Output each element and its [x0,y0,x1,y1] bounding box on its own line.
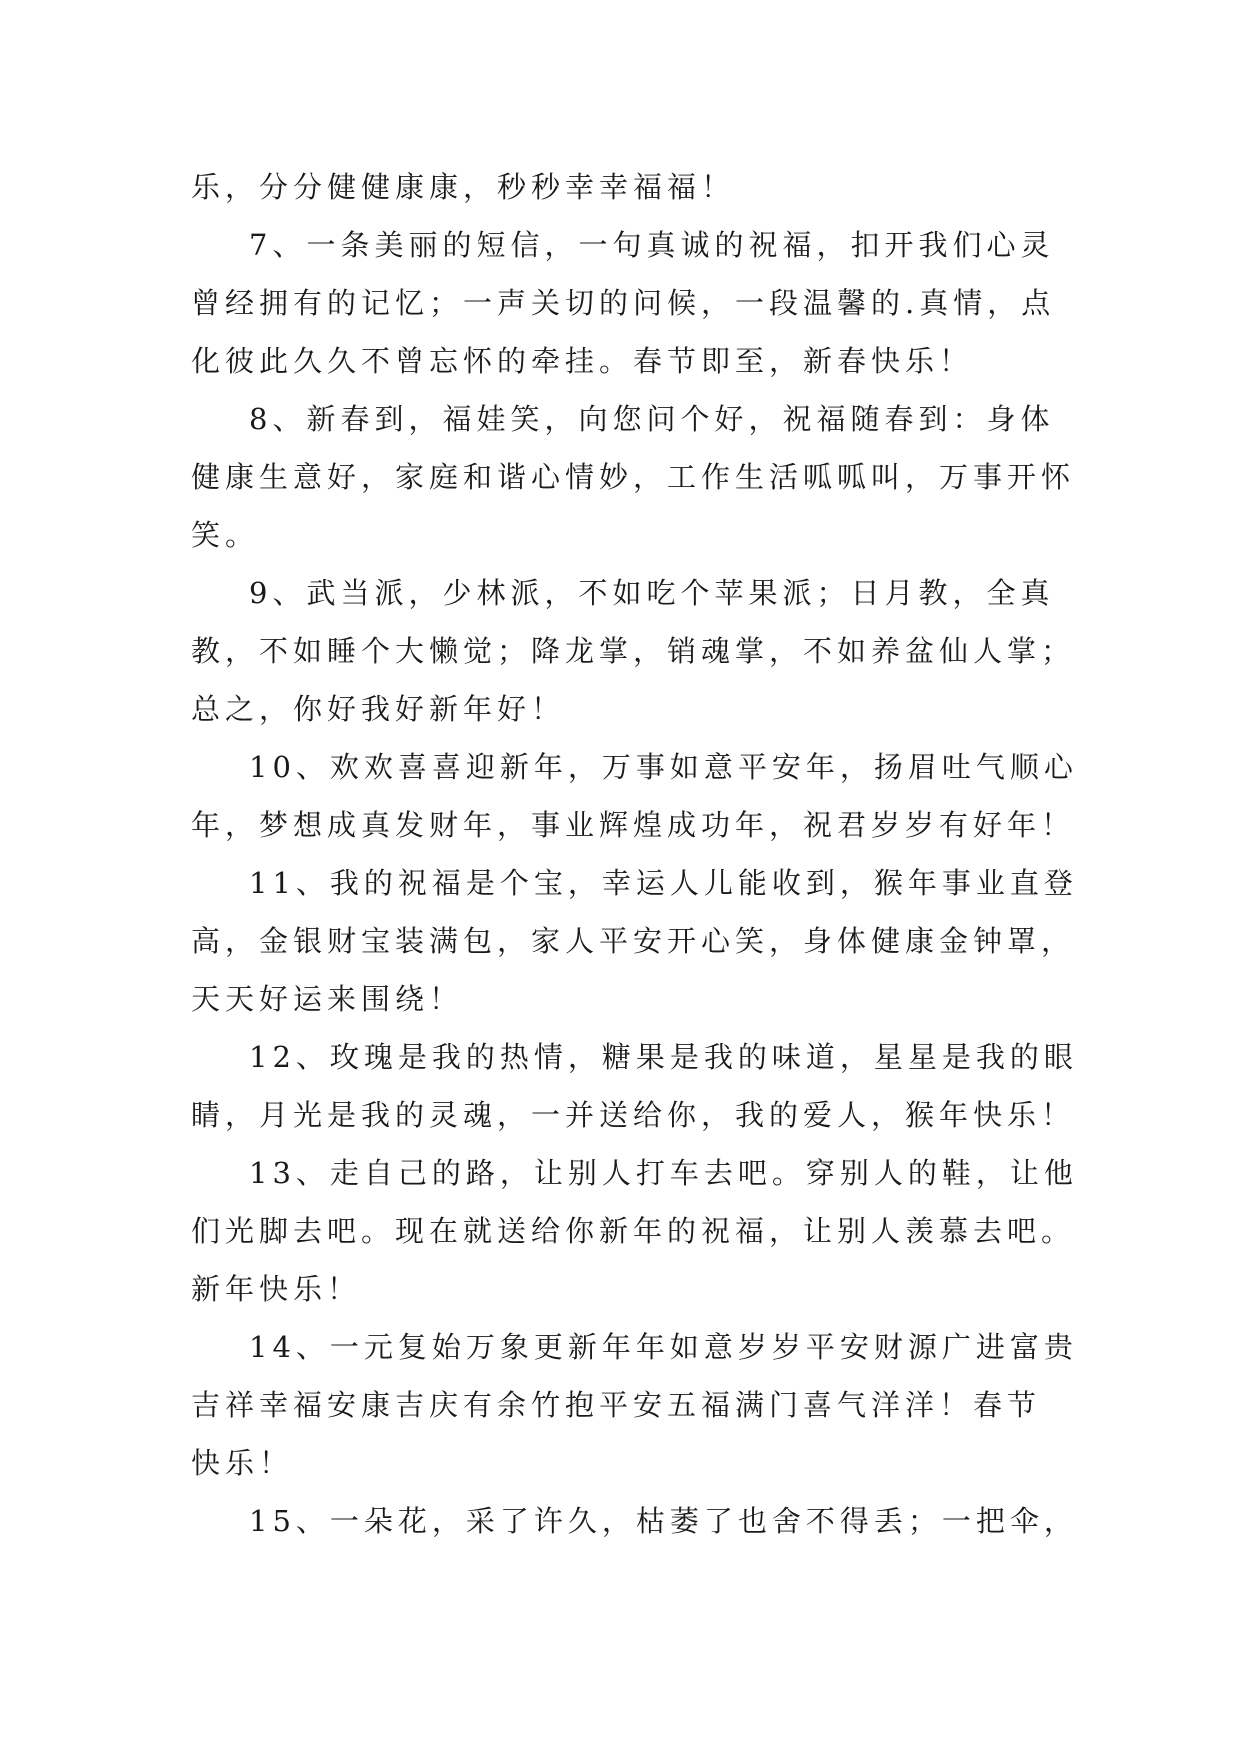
text-line: 高，金银财宝装满包，家人平安开心笑，身体健康金钟罩， [191,924,1076,958]
text-line: 15、一朵花，采了许久，枯萎了也舍不得丢；一把伞， [249,1504,1078,1538]
text-line: 9、武当派，少林派，不如吃个苹果派；日月教，全真 [249,576,1055,610]
text-line: 7、一条美丽的短信，一句真诚的祝福，扣开我们心灵 [249,228,1055,262]
blessing-paragraph [191,1492,1078,1550]
blessing-paragraph [191,854,1078,1028]
text-line: 们光脚去吧。现在就送给你新年的祝福，让别人羡慕去吧。 [191,1214,1076,1248]
blessing-paragraph [191,1318,1078,1492]
text-line: 年，梦想成真发财年，事业辉煌成功年，祝君岁岁有好年！ [191,808,1076,842]
text-line: 笑。 [191,518,260,552]
text-line: 13、走自己的路，让别人打车去吧。穿别人的鞋，让他 [249,1156,1078,1190]
text-line: 12、玫瑰是我的热情，糖果是我的味道，星星是我的眼 [249,1040,1078,1074]
text-line: 曾经拥有的记忆；一声关切的问候，一段温馨的.真情，点 [191,286,1056,320]
text-line: 教，不如睡个大懒觉；降龙掌，销魂掌，不如养盆仙人掌； [191,634,1076,668]
text-line: 14、一元复始万象更新年年如意岁岁平安财源广进富贵 [249,1330,1078,1364]
text-line: 乐，分分健健康康，秒秒幸幸福福！ [191,170,736,204]
text-line: 总之，你好我好新年好！ [191,692,566,726]
blessing-paragraph [191,1028,1078,1144]
text-line: 健康生意好，家庭和谐心情妙，工作生活呱呱叫，万事开怀 [191,460,1076,494]
blessing-paragraph [191,564,1076,738]
blessing-paragraph [191,216,1071,390]
paragraph-continuation [191,158,1071,216]
blessing-paragraph [191,1144,1078,1318]
text-line: 睛，月光是我的灵魂，一并送给你，我的爱人，猴年快乐！ [191,1098,1076,1132]
text-line: 天天好运来围绕！ [191,982,464,1016]
blessing-paragraph [191,390,1076,564]
text-line: 快乐！ [191,1446,294,1480]
text-line: 吉祥幸福安康吉庆有余竹抱平安五福满门喜气洋洋！春节 [191,1388,1042,1422]
text-line: 化彼此久久不曾忘怀的牵挂。春节即至，新春快乐！ [191,344,974,378]
text-line: 11、我的祝福是个宝，幸运人儿能收到，猴年事业直登 [249,866,1078,900]
text-line: 10、欢欢喜喜迎新年，万事如意平安年，扬眉吐气顺心 [249,750,1078,784]
blessing-paragraph [191,738,1078,854]
text-line: 新年快乐！ [191,1272,362,1306]
document-body [191,158,1078,1550]
text-line: 8、新春到，福娃笑，向您问个好，祝福随春到：身体 [249,402,1055,436]
